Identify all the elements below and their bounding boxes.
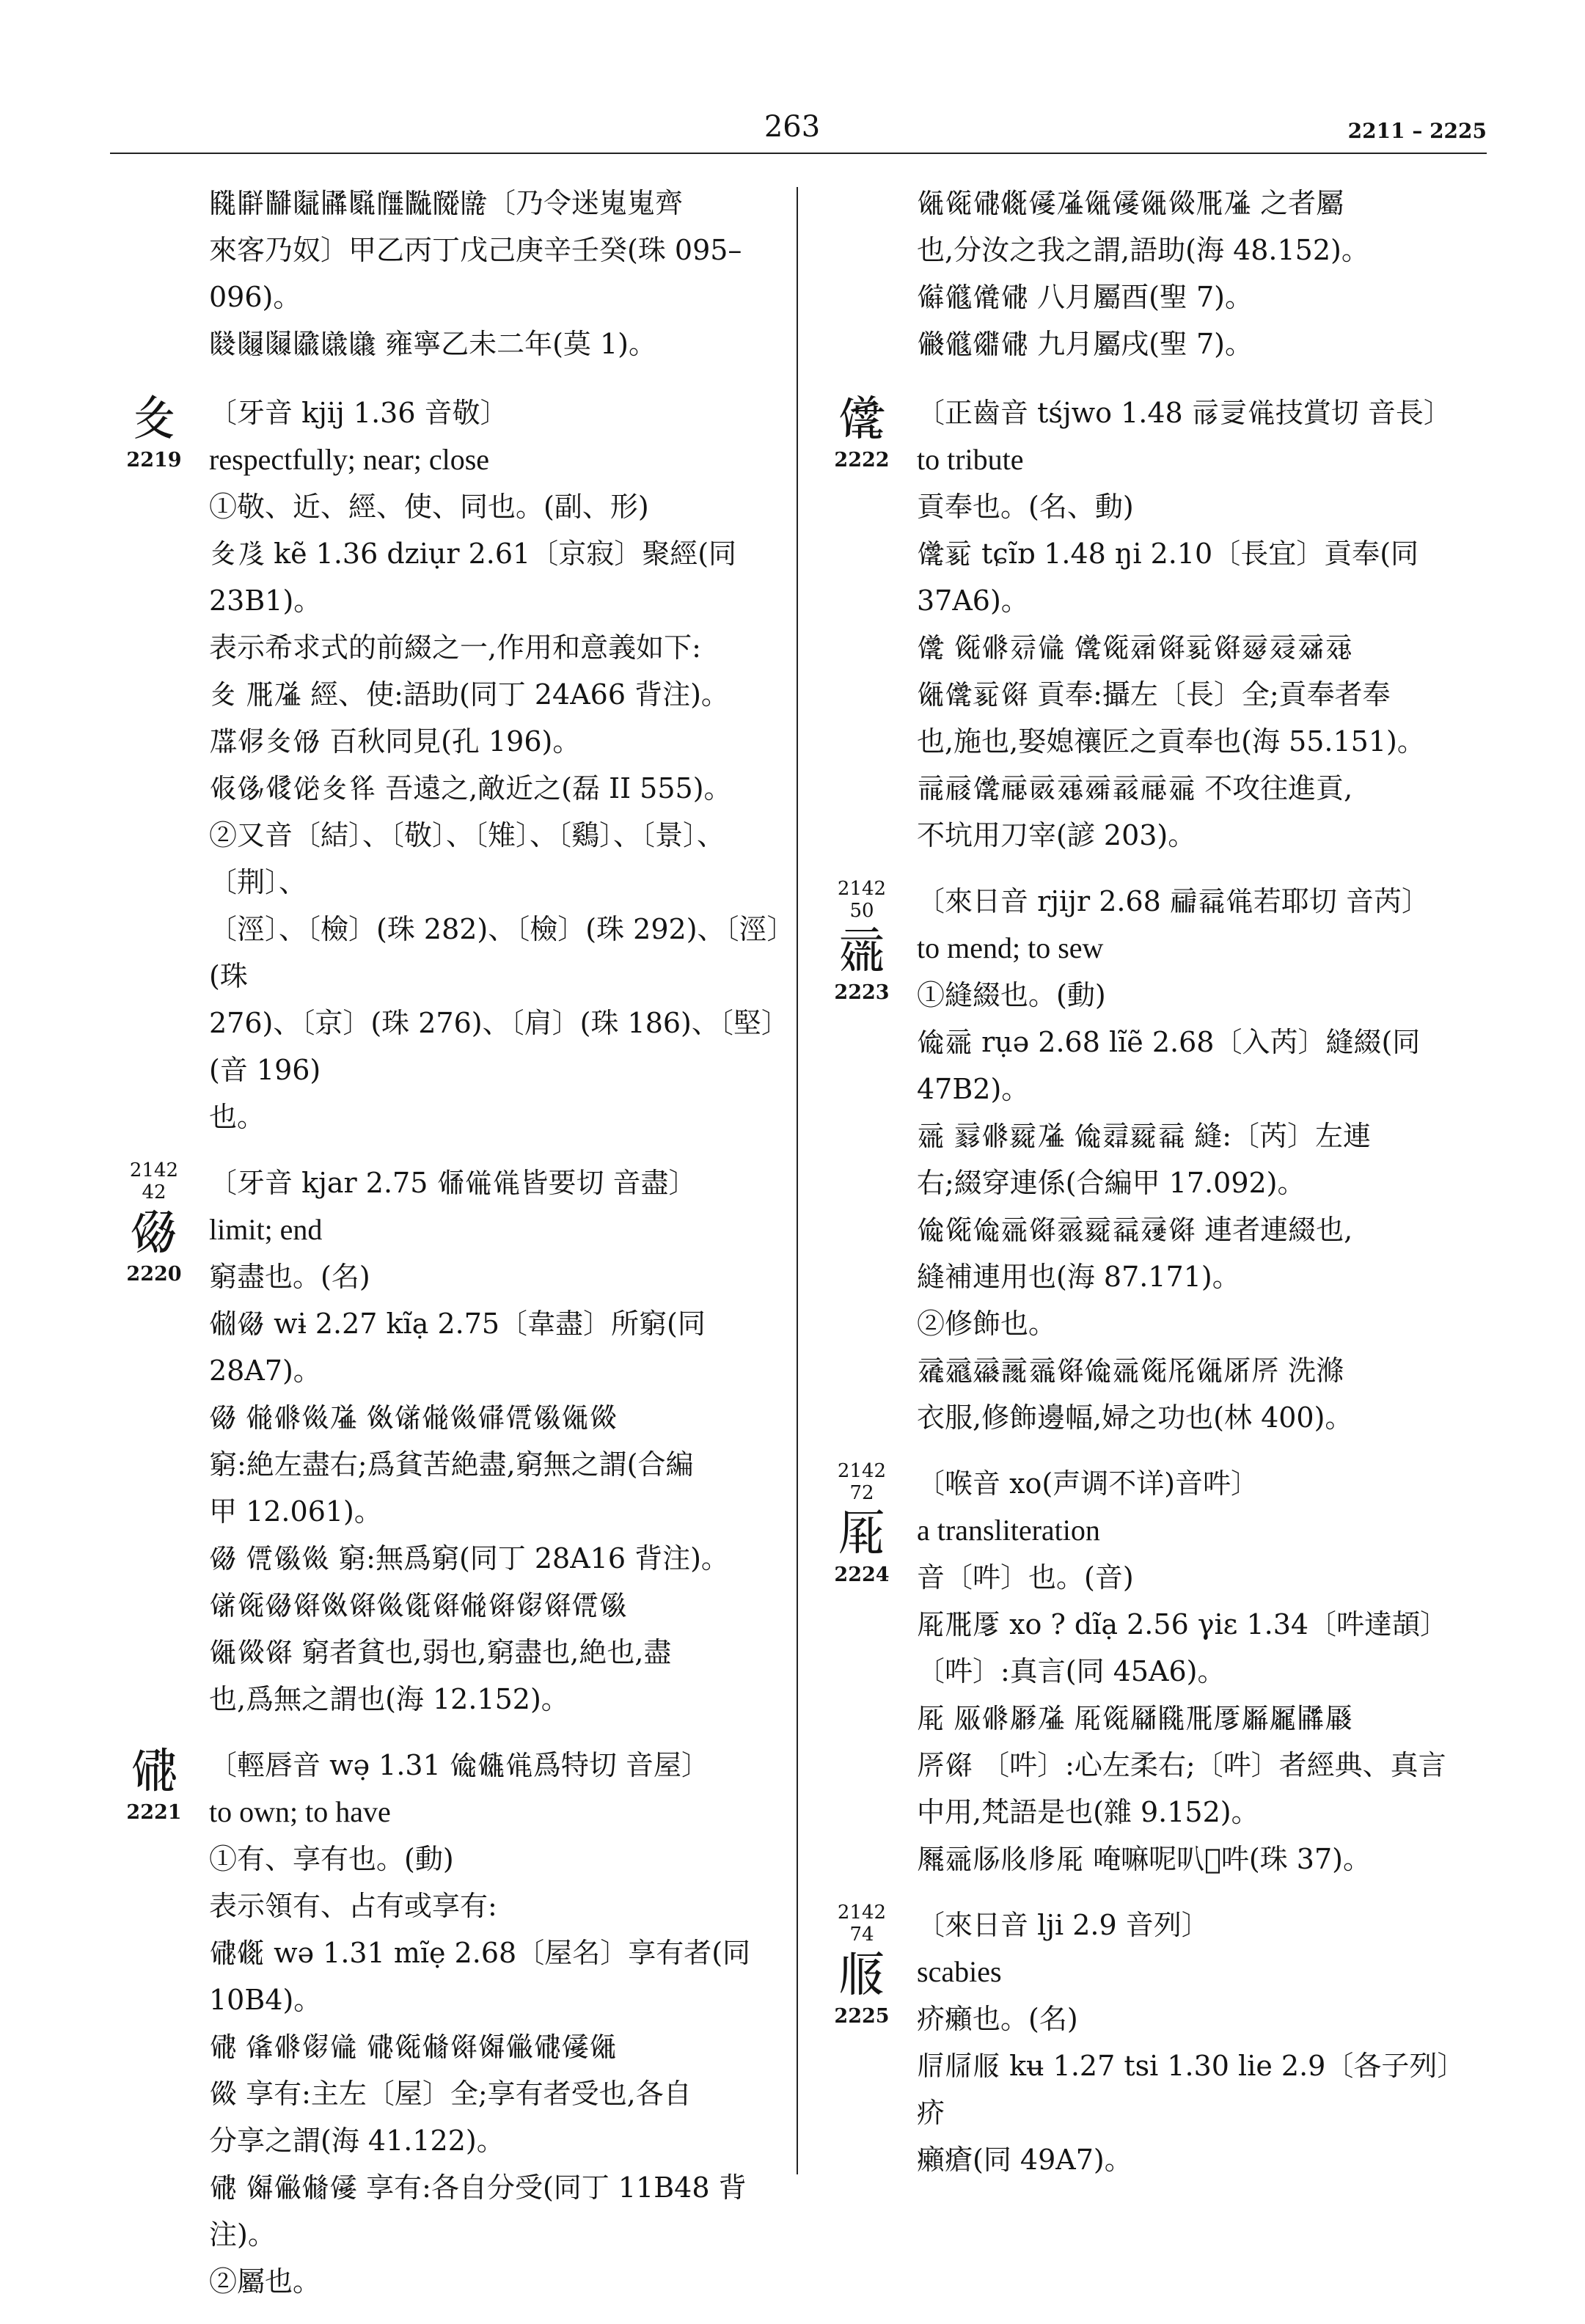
four-corner-suffix: 74 <box>849 1924 874 1946</box>
text-line: ②屬也。 <box>209 2265 321 2298</box>
text-line: 096)。 <box>209 281 301 313</box>
text-line: 右;綴穿連係(合編甲 17.092)。 <box>917 1167 1306 1199</box>
entry-gutter <box>110 389 198 473</box>
text-line: 窮盡也。(名) <box>209 1261 370 1293</box>
text-line: ①有、享有也。(動) <box>209 1843 454 1875</box>
text-line: ②又音〔結〕、〔敬〕、〔雉〕、〔鷄〕、〔景〕、〔荆〕、 <box>209 819 725 898</box>
entry-gutter <box>110 1742 198 1825</box>
english-gloss: a transliteration <box>917 1514 1100 1547</box>
text-line: 表示希求式的前綴之一,作用和意義如下: <box>209 631 701 664</box>
four-corner-suffix: 50 <box>849 900 874 922</box>
text-line: 衣服,修飾邊幅,婦之功也(林 400)。 <box>917 1401 1353 1434</box>
text-line: 𗃜 𗃡𗃢𗃣𗃓 𗃤𗃥𗃡𗃣𗃦𗃧𗃨𗃩𗃪 <box>209 1401 618 1434</box>
text-line: 10B4)。 <box>209 1984 322 2016</box>
dictionary-entry <box>818 389 1487 859</box>
dictionary-entry <box>818 1902 1487 2183</box>
text-line: 𗃔𗃕𗃐𗃖 百秋同見(孔 196)。 <box>209 725 581 758</box>
english-gloss: to own; to have <box>209 1795 391 1828</box>
text-line: 𗄠 𗄢𗃢𗄣𗃓 𗄠𗃫𗄤𗃀𗃒𗄡𗄥𗄦𗃄𗄧 <box>917 1702 1353 1734</box>
text-line: 也。 <box>209 1101 266 1133</box>
headword-glyph: 𗃜 <box>130 1204 178 1261</box>
text-line: 〔喉音 xo(声调不详)音吽〕 <box>917 1467 1259 1500</box>
text-line: 𗄨𗄐𗄩𗄪𗄫𗄠 唵嘛呢叭𠺗吽(珠 37)。 <box>917 1843 1371 1875</box>
text-line: 𗃐 𗃒𗃓 經、使:語助(同丁 24A66 背注)。 <box>209 678 729 711</box>
text-line: 𗃯𗃲 wə 1.31 mĩẹ 2.68〔屋名〕享有者(同 <box>209 1937 751 1969</box>
text-line: ①縫綴也。(動) <box>917 979 1106 1011</box>
entry-number: 2222 <box>834 449 890 472</box>
english-gloss: limit; end <box>209 1213 323 1246</box>
text-line: 縫補連用也(海 87.171)。 <box>917 1261 1240 1293</box>
text-line: 𗃩𗃪𗃬 窮者貧也,弱也,窮盡也,絶也,盡 <box>209 1636 672 1668</box>
text-line: 𗃥𗃫𗃜𗃬𗃤𗃬𗃣𗃭𗃬𗃡𗃬𗃮𗃬𗃧𗃨 <box>209 1589 628 1621</box>
dictionary-entry <box>110 389 785 1140</box>
dictionary-entry <box>818 1460 1487 1883</box>
page-header <box>0 110 1585 154</box>
dictionary-entry <box>818 878 1487 1441</box>
text-line: 〔涇〕、〔檢〕(珠 282)、〔檢〕(珠 292)、〔涇〕(珠 <box>209 913 781 992</box>
four-corner-suffix: 42 <box>142 1181 166 1203</box>
continuation-text <box>110 180 785 367</box>
text-line: 表示領有、占有或享有: <box>209 1890 497 1922</box>
four-corner-code: 2142 <box>837 1902 887 1924</box>
entry-number: 2221 <box>126 1801 182 1824</box>
text-line: 來客乃奴〕甲乙丙丁戊己庚辛壬癸(珠 095– <box>209 234 742 266</box>
text-line: 𗃼𗃺𗃽𗃯 九月屬戌(聖 7)。 <box>917 328 1253 360</box>
text-line: 〔來日音 rjijr 2.68 𗄑𗄒𗃟若耶切 音芮〕 <box>917 885 1430 917</box>
text-line: 𗄐 𗄓𗃢𗄔𗃓 𗃰𗄕𗄔𗄒 縫:〔芮〕左連 <box>917 1120 1372 1152</box>
text-line: 〔來日音 lji 2.9 音列〕 <box>917 1909 1209 1941</box>
four-corner-code: 2142 <box>129 1159 179 1181</box>
english-gloss: to tribute <box>917 443 1024 476</box>
text-line: 𗃪 享有:主左〔屋〕全;享有者受也,各自 <box>209 2078 692 2110</box>
entry-gutter <box>818 1460 906 1588</box>
text-line: 音〔吽〕也。(音) <box>917 1561 1134 1594</box>
headword-glyph: 𗄠 <box>838 1505 886 1561</box>
text-line: 〔牙音 kjij 1.36 音敬〕 <box>209 397 508 429</box>
text-line: 𗃗𗃘𗃙𗃚𗃐𗃛 吾遠之,敵近之(磊 II 555)。 <box>209 772 732 804</box>
text-line: 分享之謂(海 41.122)。 <box>209 2125 505 2157</box>
entry-gutter <box>818 389 906 473</box>
headword-glyph: 𗄐 <box>838 923 886 979</box>
text-line: 中用,梵語是也(雜 9.152)。 <box>917 1796 1259 1828</box>
entry-number: 2220 <box>126 1263 182 1286</box>
four-corner-code: 2142 <box>837 1460 887 1482</box>
text-line: 𗄈𗄉𗃾𗄊𗄋𗄌𗄍𗄎𗄊𗄏 不攻往進貢, <box>917 772 1353 804</box>
text-line: 𗃰𗄐 rụə 2.68 lĩẽ 2.68〔入芮〕縫綴(同 47B2)。 <box>917 1026 1430 1105</box>
text-line: 𗄘𗄙𗄚𗄛𗄜𗃬𗃰𗄐𗃫𗄝𗃩𗄞𗄟 洗滌 <box>917 1355 1344 1387</box>
header-rule <box>110 153 1487 154</box>
headword-glyph: 𗃐 <box>130 390 178 447</box>
text-line: 𗄟𗃬 〔吽〕:心左柔右;〔吽〕者經典、真言 <box>917 1749 1446 1781</box>
text-line: 𗃰𗃫𗃰𗄐𗃬𗄖𗄔𗄒𗄗𗃬 連者連綴也, <box>917 1214 1353 1246</box>
text-line: 〔牙音 kjar 2.75 𗃝𗃞𗃟皆要切 音盡〕 <box>209 1167 697 1199</box>
entry-number: 2223 <box>834 981 890 1004</box>
english-gloss: to mend; to sew <box>917 931 1104 964</box>
right-column <box>818 180 1487 2202</box>
entry-number: 2219 <box>126 449 182 472</box>
text-line: 𗃯 𗃶𗃷𗃵𗃸 享有:各自分受(同丁 11B48 背 <box>209 2171 747 2204</box>
four-corner-suffix: 72 <box>849 1482 874 1504</box>
text-line: 𗃊𗃋𗃌𗃍𗃎𗃏 雍寧乙未二年(莫 1)。 <box>209 328 656 360</box>
dictionary-entry <box>110 1742 785 2305</box>
text-line: 𗃾𗄁 tɕĩɒ 1.48 ŋi 2.10〔長宜〕貢奉(同 37A6)。 <box>917 538 1428 617</box>
entry-gutter <box>818 1902 906 2029</box>
column-divider <box>797 187 798 2174</box>
left-column <box>110 180 785 2324</box>
text-line: 𗃜 𗃧𗃨𗃣 窮:無爲窮(同丁 28A16 背注)。 <box>209 1542 729 1575</box>
text-line: 癩瘡(同 49A7)。 <box>917 2144 1132 2176</box>
headword-glyph: 𗃾 <box>838 390 886 447</box>
entry-range: 2211 – 2225 <box>1347 119 1487 143</box>
text-line: 不坑用刀宰(諺 203)。 <box>917 819 1196 851</box>
text-line: 〔吽〕:真言(同 45A6)。 <box>917 1655 1226 1687</box>
dictionary-entry <box>110 1159 785 1723</box>
entry-number: 2224 <box>834 1564 890 1586</box>
text-line: 也,爲無之謂也(海 12.152)。 <box>209 1683 569 1715</box>
text-line: ①敬、近、經、使、同也。(副、形) <box>209 491 649 523</box>
headword-glyph: 𗄬 <box>838 1946 886 2003</box>
text-line: 𗃩𗃫𗃯𗃲𗃸𗃓𗃩𗃸𗃩𗃪𗃒𗃓 之者屬 <box>917 187 1344 219</box>
continuation-text <box>818 180 1487 367</box>
entry-gutter <box>110 1159 198 1287</box>
text-line: 𗄭𗄮𗄬 kʉ 1.27 tsi 1.30 lie 2.9〔各子列〕疥 <box>917 2050 1465 2129</box>
text-line: 窮:絶左盡右;爲貧苦絶盡,窮無之謂(合編 <box>209 1448 694 1481</box>
text-line: 〔輕唇音 wə̣ 1.31 𗃰𗃱𗃟爲特切 音屋〕 <box>209 1749 709 1781</box>
four-corner-code: 2142 <box>837 878 887 900</box>
text-line: 疥癩也。(名) <box>917 2003 1078 2035</box>
english-gloss: respectfully; near; close <box>209 443 490 476</box>
text-line: 也,施也,娶媳禳匠之貢奉也(海 55.151)。 <box>917 725 1425 758</box>
text-line: 276)、〔京〕(珠 276)、〔肩〕(珠 186)、〔堅〕(音 196) <box>209 1007 775 1086</box>
text-line: 貢奉也。(名、動) <box>917 491 1134 523</box>
text-line: 也,分汝之我之謂,語助(海 48.152)。 <box>917 234 1369 266</box>
entry-number: 2225 <box>834 2005 890 2028</box>
text-line: 𗃐𗃑 kẽ 1.36 dziụr 2.61〔京寂〕聚經(同 23B1)。 <box>209 538 746 617</box>
text-line: 𗃩𗃾𗄁𗃬 貢奉:攝左〔長〕全;貢奉者奉 <box>917 678 1391 711</box>
entry-gutter <box>818 878 906 1005</box>
text-line: 𗄠𗃒𗄡 xo ? dĩạ 2.56 γiɛ 1.34〔吽達頡〕 <box>917 1608 1449 1641</box>
text-line: 𗃾 𗃫𗃢𗄂𗃴 𗃾𗃫𗄃𗃬𗄁𗃬𗄄𗄅𗄆𗄇 <box>917 631 1353 664</box>
text-line: 〔正齒音 tśjwo 1.48 𗃿𗄀𗃟技賞切 音長〕 <box>917 397 1452 429</box>
text-line: 𗃹𗃺𗃻𗃯 八月屬酉(聖 7)。 <box>917 281 1253 313</box>
text-line: 注)。 <box>209 2218 276 2251</box>
text-line: 𗃀𗃁𗃂𗃃𗃄𗃅𗃆𗃇𗃈𗃉〔乃令迷嵬嵬齊 <box>209 187 684 219</box>
text-line: 甲 12.061)。 <box>209 1495 382 1528</box>
page-number: 263 <box>764 110 821 144</box>
headword-glyph: 𗃯 <box>130 1742 178 1799</box>
text-line: 𗃠𗃜 wɨ 2.27 kĩạ 2.75〔韋盡〕所窮(同 28A7)。 <box>209 1308 714 1387</box>
text-line: 𗃯 𗃳𗃢𗃮𗃴 𗃯𗃫𗃵𗃬𗃶𗃷𗃯𗃸𗃩 <box>209 2031 618 2063</box>
text-line: ②修飾也。 <box>917 1308 1057 1340</box>
english-gloss: scabies <box>917 1955 1002 1988</box>
